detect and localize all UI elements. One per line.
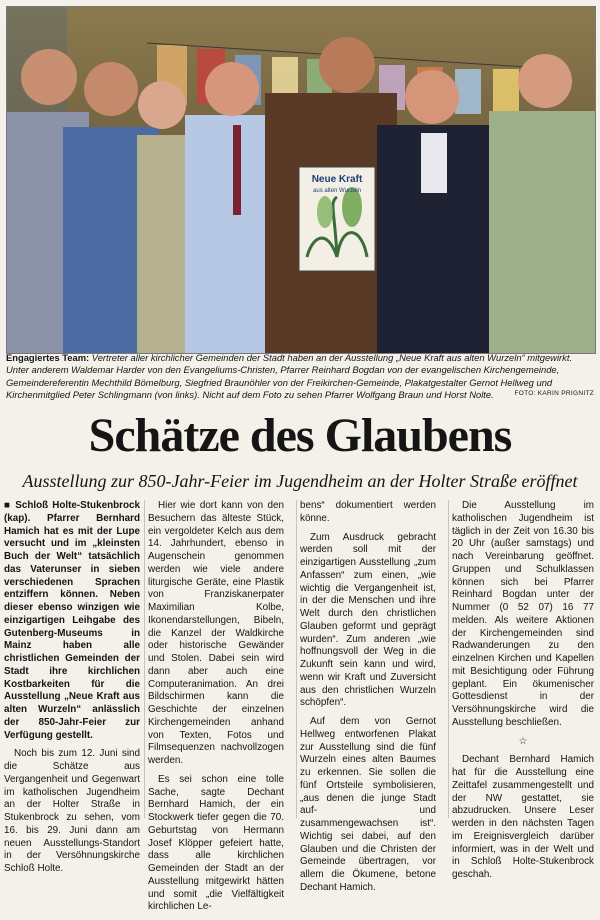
headline: Schätze des Glaubens (88, 409, 512, 462)
article-column-4 (452, 500, 594, 888)
article-column-1 (4, 500, 140, 882)
subheadline: Ausstellung zur 850-Jahr-Feier im Jugendheim an der Holter Straße eröffnet (22, 471, 578, 491)
column-divider (448, 500, 449, 818)
body-paragraph: Es sei schon eine tolle Sache, sagte Dechant Bernhard Hamich, der ein Stockwerk tiefer gegen die 70. Geburtstag von Hermann Josef Klöpper gefeiert hatte, dass alle kirchlichen Gemeinden der Stadt an der Ausstellung mitgewirkt hätten und somit „die Vielfältigkeit kirchlichen Le- (148, 773, 284, 913)
body-paragraph: Noch bis zum 12. Juni sind die Schätze aus Vergangenheit und Gegenwart im katholischen Jugendheim an der Holter Straße in Stukenbrock zu sehen, vom 16. bis 29. Juni dann am neuen Ausstellungs-Standort in der Versöhnungskirche Schloß Holte. (4, 748, 140, 874)
photo-caption (6, 352, 594, 401)
exhibition-poster (299, 167, 375, 271)
body-paragraph: bens“ dokumentiert werden könne. (300, 500, 436, 524)
body-paragraph: Zum Ausdruck gebracht werden soll mit der einzigartigen Ausstellung „zum Anfassen“ zum einen, „wie wichtig die Vergangenheit ist, in der die Menschen und ihre Welt durch den christlichen Glauben geformt und geprägt wurden“. Zum anderen „wie hoffnungsvoll der Weg in die Zukunft sein kann und wird, wenn wir Kraft und Zuversicht aus den christlichen Wurzeln schöpfen“. (300, 531, 436, 709)
article-column-3 (300, 500, 436, 901)
poster-title: Neue Kraft (311, 174, 363, 185)
section-star-icon: ☆ (518, 735, 528, 747)
caption-label: Engagiertes Team: (6, 352, 90, 363)
column-divider (144, 500, 145, 818)
column-divider (296, 500, 297, 818)
body-paragraph: Hier wie dort kann von den Besuchern das älteste Stück, ein vergoldeter Kelch aus dem 14. Jahrhundert, ebenso in Augenschein genommen werden wie viele andere liturgische Geräte, eine Plastik von Franziskanerpater Maximilian Kolbe, Ikonendarstellungen, Bibeln, die Kanzel der Waldkirche oder historische Gewänder und Stolen. Dabei sein wird dann aber auch eine Computeranimation. An drei Bildschirmen kann die Geschichte der einzelnen Kirchengemeinden anhand von Texten, Fotos und Filmsequenzen nachvollzogen werden. (148, 500, 284, 766)
body-paragraph: Auf dem von Gernot Hellweg entworfenen Plakat zur Ausstellung sind die fünf Wurzeln eines alten Baumes zu erkennen. Sie sollen die fünf Ortsteile symbolisieren, „aus denen die junge Stadt auf- und zusammengewachsen ist“. Wichtig sei dabei, auf den Glauben und die Christen der Gemeinde übertragen, vor allem die Ökumene, betone Dechant Hamich. (300, 716, 436, 893)
body-paragraph: Dechant Bernhard Hamich hat für die Ausstellung eine Zeittafel zusammengestellt und der NW gestattet, sie abzudrucken. Unsere Leser werden in den nächsten Tagen im Ereignisvergleich darüber informiert, was in der Welt und in Schloß Holte-Stukenbrock geschah. (452, 754, 594, 880)
caption-text: Vertreter aller kirchlicher Gemeinden der Stadt haben an der Ausstellung „Neue Kraft aus alten Wurzeln“ mitgewirkt. Unter anderem Waldemar Harder von den Evangeliums-Christen, Pfarrer Reinhard Bogdan von der evangelischen Kirchengemeinde, Gemeindereferentin Mechthild Bömelburg, Siegfried Braunöhler von der Freikirchen-Gemeinde, Plakatgestalter Gernot Hellweg und Kirchenmitglied Peter Schlingmann (von links). Nicht auf dem Foto zu sehen Pfarrer Wolfgang Braun und Horst Nolte. (6, 352, 573, 400)
body-paragraph: Die Ausstellung im katholischen Jugendheim ist täglich in der Zeit von 16.30 bis 20 Uhr (außer samstags) und nach Vereinbarung geöffnet. Gruppen und Schulklassen können sich bei Pfarrer Reinhard Bogdan unter der Nummer (0 52 07) 16 77 melden. Als weitere Aktionen der Kirchengemeinden sind Radwanderungen zu den einzelnen Kirchen und Kapellen mit Besichtigung oder Führung geplant. Ein ökumenischer Gottesdienst in der Versöhnungskirche wird die Ausstellung beschließen. (452, 500, 594, 728)
lead-paragraph: ■ Schloß Holte-Stukenbrock (kap). Pfarrer Bernhard Hamich hat es mit der Lupe versucht und im „kleinsten Buch der Welt“ tatsächlich das Vaterunser in sieben verschiedenen Sprachen entziffern können. Neben dieser ebenso winzigen wie einzigartigen Leihgabe des Gutenberg-Museums in Mainz haben alle christlichen Gemeinden der Stadt ihre kirchlichen Kostbarkeiten für die Ausstellung „Neue Kraft aus alten Wurzeln“ anlässlich der 850-Jahr-Feier zur Verfügung gestellt. (4, 500, 140, 741)
photo-credit: FOTO: KARIN PRIGNITZ (514, 390, 594, 397)
group-photo (6, 6, 596, 354)
article-column-2 (148, 500, 284, 920)
poster-subtitle: aus alten Wurzeln (313, 188, 361, 194)
